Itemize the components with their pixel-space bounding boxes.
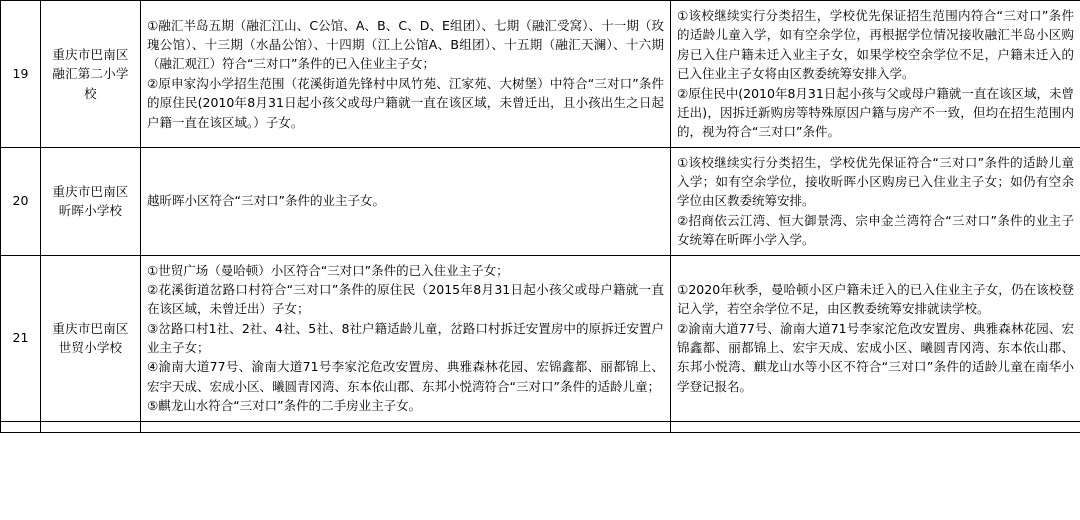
school-name-cell [41,147,141,255]
range-paragraph: ⑤麒龙山水符合“三对口”条件的二手房业主子女。 [147,398,422,414]
remark-paragraph: ①2020年秋季，曼哈顿小区户籍未迁入的已入住业主子女，仍在该校登记入学，若空余学位不足，由区教委统筹安排就读学校。 [677,281,1074,317]
row-number: 21 [12,330,29,346]
remarks-cell [671,255,1080,421]
school-name: 重庆市巴南区世贸小学校 [52,320,129,355]
range-paragraph: ④渝南大道77号、渝南大道71号李家沱危改安置房、典雅森林花园、宏锦鑫都、丽都锦上、宏宇天成、宏成小区、曦圆青冈湾、东本依山郡、东邦小悦湾符合“三对口”条件的适龄儿童； [147,359,664,394]
range-paragraph: ①融汇半岛五期（融汇江山、C公馆、A、B、C、D、E组团）、七期（融汇受窝）、十一期（玫瑰公馆）、十三期（水晶公馆）、十四期（江上公馆A、B组团）、十五期（融汇天澜）、十六期（融汇观江）符合“三对口”条件的已入住业主子女； [147,17,664,72]
school-name-cell [41,1,141,148]
school-name-cell [41,421,141,432]
row-number: 19 [12,66,29,82]
table-row [1,147,1080,255]
table-row [1,255,1080,421]
remarks-cell [671,1,1080,148]
remark-paragraph: ②渝南大道77号、渝南大道71号李家沱危改安置房、典雅森林花园、宏锦鑫都、丽都锦上、宏宇天成、宏成小区、曦圆青冈湾、东本依山郡、东邦小悦湾、麒龙山水等小区不符合“三对口”条件的适龄儿童在南华小学登记报名。 [677,320,1074,394]
row-number-cell [1,147,41,255]
remark-paragraph: ①该校继续实行分类招生，学校优先保证符合“三对口”条件的适龄儿童入学；如有空余学位，接收昕晖小区购房已入住业主子女；如仍有空余学位由区教委统筹安排。 [677,154,1074,209]
remark-paragraph: ①该校继续实行分类招生，学校优先保证招生范围内符合“三对口”条件的适龄儿童入学，如有空余学位，再根据学位情况接收融汇半岛小区购房已入住户籍未迁入业主子女，如果学校空余学位不足，户籍未迁入的已入住业主子女将由区教委统筹安排入学。 [677,8,1074,82]
remarks-cell [671,147,1080,255]
row-number-cell [1,255,41,421]
row-number-cell [1,1,41,148]
school-name: 重庆市巴南区昕晖小学校 [52,183,129,219]
school-name-cell [41,255,141,421]
range-paragraph: ②原申家沟小学招生范围（花溪街道先锋村中凤竹苑、江家苑、大树堡）中符合“三对口”条件的原住民(2010年8月31日起小孩父或母户籍就一直在该区域，未曾迁出，且小孩出生之日起户籍一直在该区域。）子女。 [147,75,664,130]
row-number: 20 [12,193,29,209]
row-number-cell [1,421,41,432]
enrollment-range-cell [141,147,671,255]
enrollment-range-cell [141,421,671,432]
range-paragraph: ②花溪街道岔路口村符合“三对口”条件的原住民（2015年8月31日起小孩父或母户籍就一直在该区域，未曾迁出）子女； [147,281,664,317]
enrollment-range-cell [141,1,671,148]
enrollment-range-cell [141,255,671,421]
school-name: 重庆市巴南区融汇第二小学校 [52,46,129,101]
remarks-cell [671,421,1080,432]
range-paragraph: ①世贸广场（曼哈顿）小区符合“三对口”条件的已入住业主子女； [147,262,509,278]
remark-paragraph: ②招商依云江湾、恒大御景湾、宗申金兰湾符合“三对口”条件的业主子女统筹在昕晖小学入学。 [677,212,1074,248]
table-row [1,1,1080,148]
remark-paragraph: ②原住民中(2010年8月31日起小孩与父或母户籍就一直在该区域，未曾迁出)，因拆迁新购房等特殊原因户籍与房产不一致，但均在招生范围内的，视为符合“三对口”条件。 [677,85,1074,140]
range-paragraph: 越昕晖小区符合“三对口”条件的业主子女。 [147,193,385,209]
table-row-partial [1,421,1080,432]
range-paragraph: ③岔路口村1社、2社、4社、5社、8社户籍适龄儿童，岔路口村拆迁安置房中的原拆迁安置户业主子女； [147,320,664,355]
